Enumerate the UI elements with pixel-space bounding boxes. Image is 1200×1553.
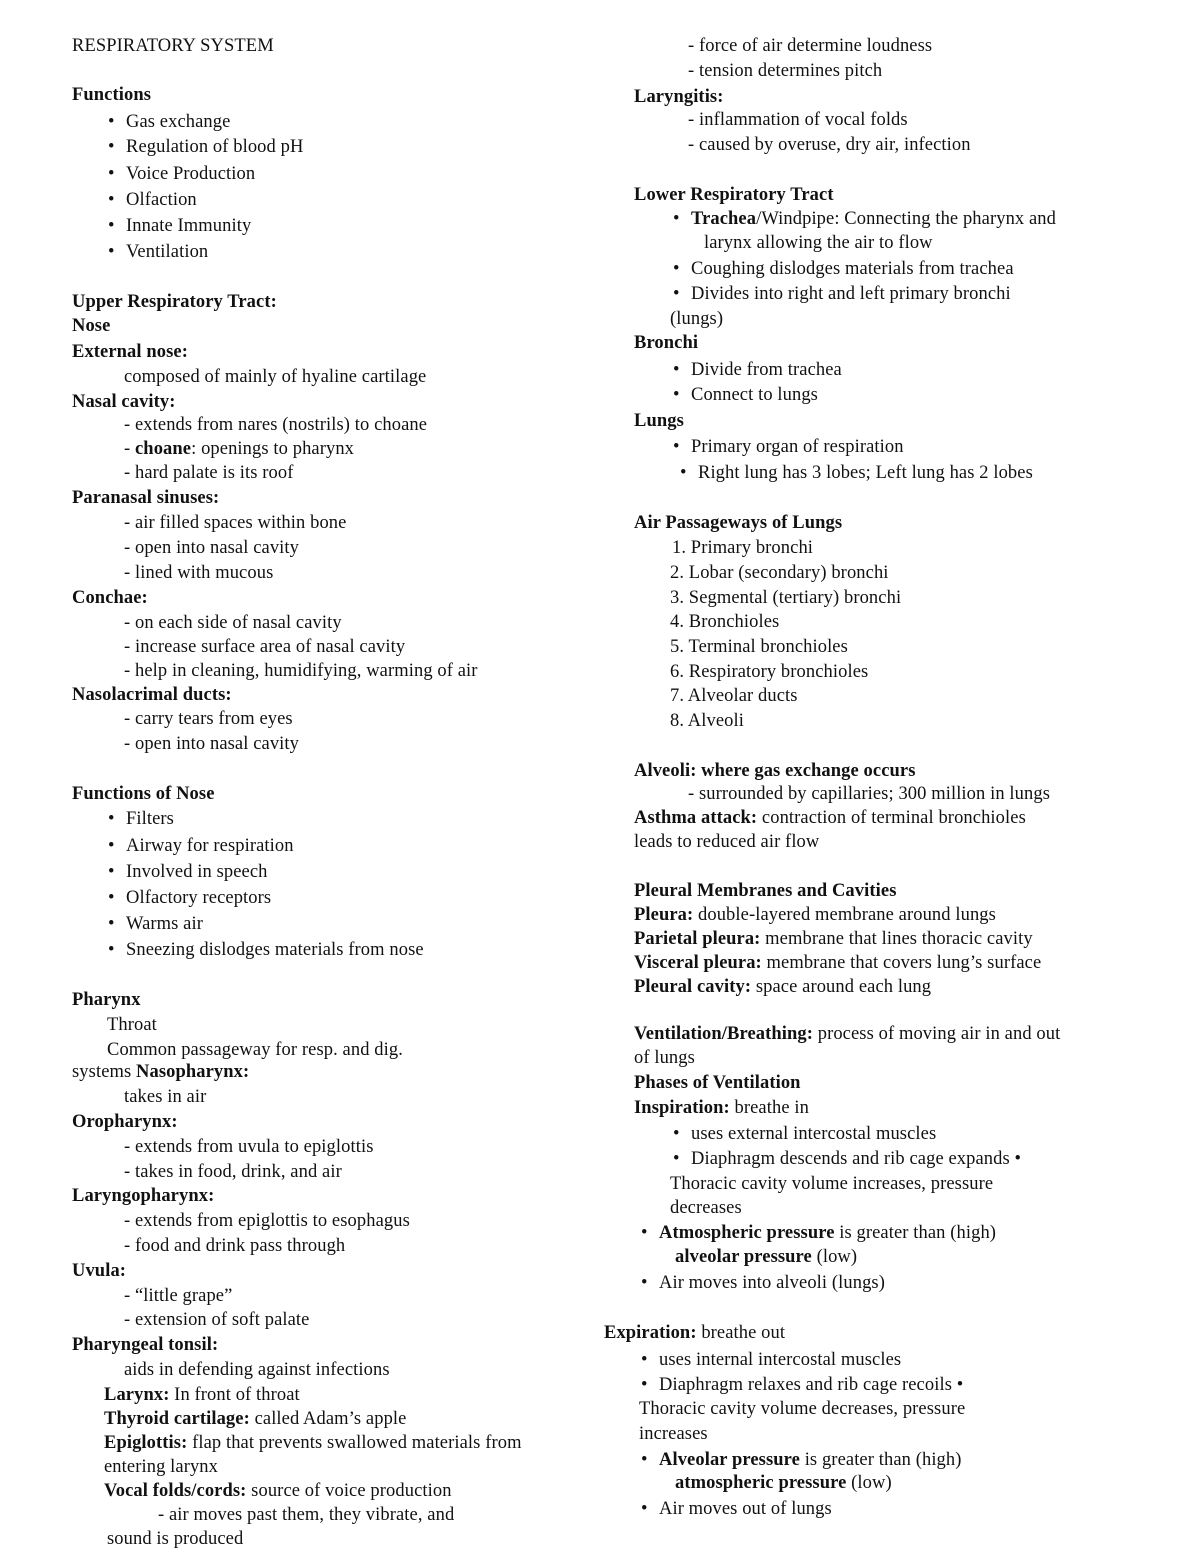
list-item: • Right lung has 3 lobes; Left lung has 2 lobes xyxy=(680,461,1033,485)
list-item: 6. Respiratory bronchioles xyxy=(670,662,869,682)
lungs-heading: Lungs xyxy=(634,411,684,431)
paranasal-line: - air filled spaces within bone xyxy=(124,513,347,533)
nasolacrimal-line: - open into nasal cavity xyxy=(124,734,300,754)
alveoli-heading: Alveoli: where gas exchange occurs xyxy=(634,761,916,781)
list-item-continued: decreases xyxy=(670,1198,742,1218)
list-item: • Connect to lungs xyxy=(673,383,818,407)
list-item-continued: alveolar pressure (low) xyxy=(675,1247,858,1267)
list-item: • Trachea/Windpipe: Connecting the pharynx and xyxy=(673,207,1056,231)
tonsil-text: aids in defending against infections xyxy=(124,1360,390,1380)
thyroid-line: Thyroid cartilage: called Adam’s apple xyxy=(104,1409,407,1429)
list-item-continued: Thoracic cavity volume increases, pressure xyxy=(670,1174,994,1194)
list-item: • Divide from trachea xyxy=(673,358,842,382)
pharynx-line: Throat xyxy=(107,1015,157,1035)
alveoli-line: - surrounded by capillaries; 300 million in lungs xyxy=(688,784,1051,804)
phases-heading: Phases of Ventilation xyxy=(634,1073,801,1093)
nasolacrimal-label: Nasolacrimal ducts: xyxy=(72,685,232,705)
tonsil-label: Pharyngeal tonsil: xyxy=(72,1335,219,1355)
paranasal-label: Paranasal sinuses: xyxy=(72,488,220,508)
laryngopharynx-line: - extends from epiglottis to esophagus xyxy=(124,1211,410,1231)
nasolacrimal-line: - carry tears from eyes xyxy=(124,709,293,729)
vocal-line: - air moves past them, they vibrate, and xyxy=(158,1505,455,1525)
oropharynx-label: Oropharynx: xyxy=(72,1112,178,1132)
list-item-continued: larynx allowing the air to flow xyxy=(704,233,933,253)
external-nose-text: composed of mainly of hyaline cartilage xyxy=(124,367,427,387)
laryngitis-line: - caused by overuse, dry air, infection xyxy=(688,135,971,155)
laryngopharynx-line: - food and drink pass through xyxy=(124,1236,346,1256)
list-item: • uses external intercostal muscles xyxy=(673,1122,936,1146)
list-item: • Gas exchange xyxy=(108,110,230,134)
laryngitis-line: - inflammation of vocal folds xyxy=(688,110,908,130)
list-item: • uses internal intercostal muscles xyxy=(641,1348,901,1372)
vocal-line: Vocal folds/cords: source of voice production xyxy=(104,1481,452,1501)
nasal-cavity-line: - hard palate is its roof xyxy=(124,463,294,483)
oropharynx-line: - takes in food, drink, and air xyxy=(124,1162,342,1182)
inspiration-line: Inspiration: breathe in xyxy=(634,1098,809,1118)
ventilation-line: Ventilation/Breathing: process of moving air in and out xyxy=(634,1024,1061,1044)
nasopharynx-text: takes in air xyxy=(124,1087,207,1107)
pharynx-line: Common passageway for resp. and dig. xyxy=(107,1040,403,1060)
list-item: • Air moves out of lungs xyxy=(641,1497,832,1521)
list-item: 3. Segmental (tertiary) bronchi xyxy=(670,588,902,608)
list-item-continued: atmospheric pressure (low) xyxy=(675,1473,892,1493)
list-item: • Alveolar pressure is greater than (high) xyxy=(641,1448,962,1472)
list-item: • Primary organ of respiration xyxy=(673,435,904,459)
larynx-line: Larynx: In front of throat xyxy=(104,1385,300,1405)
list-item: 7. Alveolar ducts xyxy=(670,686,798,706)
list-item-continued: (lungs) xyxy=(670,309,724,329)
list-item: 4. Bronchioles xyxy=(670,612,780,632)
ventilation-line: of lungs xyxy=(634,1048,695,1068)
asthma-line: leads to reduced air flow xyxy=(634,832,820,852)
nasal-cavity-label: Nasal cavity: xyxy=(72,392,176,412)
list-item: • Olfaction xyxy=(108,188,197,212)
list-item: 8. Alveoli xyxy=(670,711,744,731)
asthma-line: Asthma attack: contraction of terminal bronchioles xyxy=(634,808,1026,828)
page-title: RESPIRATORY SYSTEM xyxy=(72,36,274,56)
parietal-line: Parietal pleura: membrane that lines thoracic cavity xyxy=(634,929,1033,949)
passageways-heading: Air Passageways of Lungs xyxy=(634,513,843,533)
list-item: 1. Primary bronchi xyxy=(672,538,814,558)
list-item: • Sneezing dislodges materials from nose xyxy=(108,938,424,962)
vocal-line: - tension determines pitch xyxy=(688,61,883,81)
list-item: • Olfactory receptors xyxy=(108,886,271,910)
expiration-line: Expiration: breathe out xyxy=(604,1323,786,1343)
pleural-heading: Pleural Membranes and Cavities xyxy=(634,881,897,901)
conchae-line: - increase surface area of nasal cavity xyxy=(124,637,406,657)
conchae-line: - help in cleaning, humidifying, warming of air xyxy=(124,661,478,681)
functions-heading: Functions xyxy=(72,85,152,105)
oropharynx-line: - extends from uvula to epiglottis xyxy=(124,1137,374,1157)
nose-functions-heading: Functions of Nose xyxy=(72,784,215,804)
nasal-cavity-line: - choane: openings to pharynx xyxy=(124,439,355,459)
vocal-line: sound is produced xyxy=(107,1529,244,1549)
epiglottis-line: entering larynx xyxy=(104,1457,218,1477)
list-item: • Coughing dislodges materials from trachea xyxy=(673,257,1014,281)
laryngopharynx-label: Laryngopharynx: xyxy=(72,1186,215,1206)
list-item: • Involved in speech xyxy=(108,860,268,884)
uvula-line: - extension of soft palate xyxy=(124,1310,310,1330)
uvula-label: Uvula: xyxy=(72,1261,127,1281)
pleura-line: Pleura: double-layered membrane around lungs xyxy=(634,905,996,925)
laryngitis-label: Laryngitis: xyxy=(634,87,724,107)
list-item: 5. Terminal bronchioles xyxy=(670,637,848,657)
list-item: • Atmospheric pressure is greater than (high) xyxy=(641,1221,996,1245)
list-item: • Regulation of blood pH xyxy=(108,135,303,159)
list-item: • Filters xyxy=(108,807,174,831)
list-item-continued: increases xyxy=(639,1424,708,1444)
cavity-line: Pleural cavity: space around each lung xyxy=(634,977,932,997)
epiglottis-line: Epiglottis: flap that prevents swallowed materials from xyxy=(104,1433,522,1453)
vocal-line: - force of air determine loudness xyxy=(688,36,933,56)
conchae-label: Conchae: xyxy=(72,588,148,608)
list-item: • Air moves into alveoli (lungs) xyxy=(641,1271,885,1295)
list-item: • Diaphragm descends and rib cage expands • xyxy=(673,1147,1021,1171)
conchae-line: - on each side of nasal cavity xyxy=(124,613,342,633)
list-item: • Airway for respiration xyxy=(108,834,294,858)
external-nose-label: External nose: xyxy=(72,342,188,362)
visceral-line: Visceral pleura: membrane that covers lung’s surface xyxy=(634,953,1042,973)
uvula-line: - “little grape” xyxy=(124,1286,233,1306)
list-item: 2. Lobar (secondary) bronchi xyxy=(670,563,889,583)
list-item: • Ventilation xyxy=(108,240,208,264)
upper-tract-heading: Upper Respiratory Tract: xyxy=(72,292,277,312)
nasal-cavity-line: - extends from nares (nostrils) to choane xyxy=(124,415,428,435)
nose-heading: Nose xyxy=(72,316,111,336)
list-item-continued: Thoracic cavity volume decreases, pressure xyxy=(639,1399,966,1419)
pharynx-heading: Pharynx xyxy=(72,990,141,1010)
bronchi-heading: Bronchi xyxy=(634,333,699,353)
list-item: • Innate Immunity xyxy=(108,214,251,238)
list-item: • Divides into right and left primary bronchi xyxy=(673,282,1011,306)
paranasal-line: - open into nasal cavity xyxy=(124,538,300,558)
paranasal-line: - lined with mucous xyxy=(124,563,274,583)
list-item: • Diaphragm relaxes and rib cage recoils • xyxy=(641,1373,963,1397)
list-item: • Voice Production xyxy=(108,162,255,186)
list-item: • Warms air xyxy=(108,912,203,936)
pharynx-line: systems Nasopharynx: xyxy=(72,1062,250,1082)
lower-tract-heading: Lower Respiratory Tract xyxy=(634,185,834,205)
